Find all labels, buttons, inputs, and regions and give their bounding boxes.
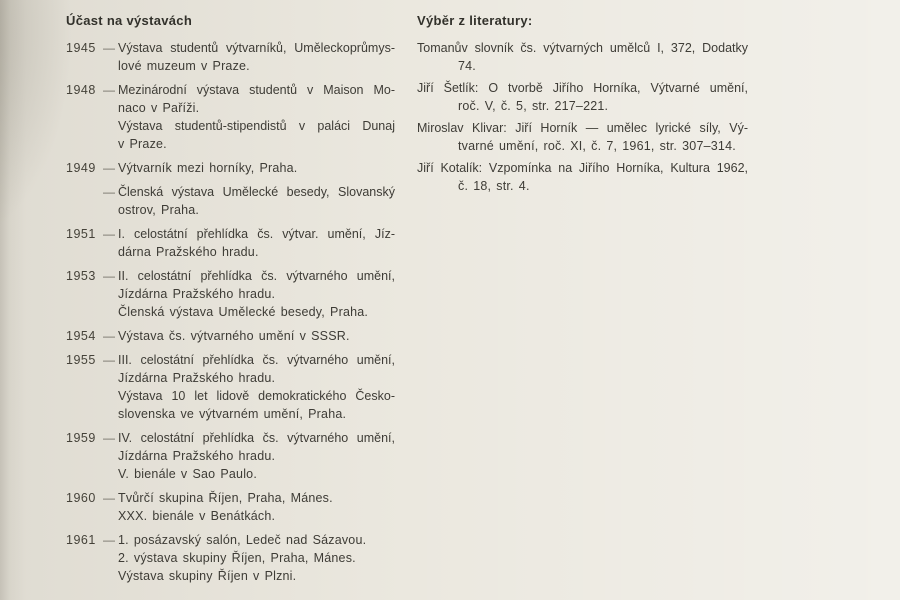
text-line: IV. celostátní přehlídka čs. výtvarného umění, (118, 431, 395, 445)
exhibitions-heading: Účast na výstavách (66, 13, 193, 28)
exhibition-text (118, 429, 395, 483)
year-dash: — (103, 353, 115, 367)
text-line: V. bienále v Sao Paulo. (118, 467, 258, 481)
exhibition-entry (66, 39, 395, 75)
text-line: Jízdárna Pražského hradu. (118, 287, 276, 301)
text-line: Výstava skupiny Říjen v Plzni. (118, 569, 297, 583)
exhibition-year (66, 183, 100, 219)
exhibitions-section (66, 11, 395, 591)
text-line: roč. V, č. 5, str. 217–221. (458, 99, 609, 113)
text-line: slovenska ve výtvarném umění, Praha. (118, 407, 347, 421)
text-line: 1. posázavský salón, Ledeč nad Sázavou. (118, 533, 367, 547)
year-dash: — (103, 185, 115, 199)
year-dash: — (103, 41, 115, 55)
text-line: Výstava studentů-stipendistů v paláci Dunaj (118, 119, 395, 133)
exhibition-entry (66, 159, 395, 177)
exhibition-entry (66, 327, 395, 345)
text-line: 2. výstava skupiny Říjen, Praha, Mánes. (118, 551, 356, 565)
exhibition-year: 1955 (66, 353, 96, 367)
text-line: XXX. bienále v Benátkách. (118, 509, 276, 523)
text-line: dárna Pražského hradu. (118, 245, 259, 259)
text-line: Výstava 10 let lidově demokratického Česko- (118, 389, 395, 403)
exhibition-entry (66, 351, 395, 423)
exhibition-text (118, 39, 395, 75)
text-line: v Praze. (118, 137, 167, 151)
text-line: III. celostátní přehlídka čs. výtvarného umění, (118, 353, 395, 367)
exhibitions-list (66, 39, 395, 585)
text-line: Členská výstava Umělecké besedy, Praha. (118, 305, 369, 319)
exhibition-year: 1959 (66, 431, 96, 445)
exhibition-entry (66, 429, 395, 483)
exhibition-text (118, 531, 395, 585)
text-line: Výstava studentů výtvarníků, Uměleckoprůmys- (118, 41, 395, 55)
exhibition-entry (66, 489, 395, 525)
exhibition-text (118, 225, 395, 261)
exhibition-year: 1949 (66, 161, 96, 175)
year-dash: — (103, 533, 115, 547)
text-line: 74. (458, 59, 476, 73)
exhibition-entry (66, 183, 395, 219)
text-line: II. celostátní přehlídka čs. výtvarného umění, (118, 269, 395, 283)
year-dash: — (103, 431, 115, 445)
literature-heading: Výběr z literatury: (417, 13, 533, 28)
exhibition-text (118, 351, 395, 423)
year-dash: — (103, 83, 115, 97)
exhibition-entry (66, 225, 395, 261)
exhibition-year: 1951 (66, 227, 96, 241)
text-line: Jízdárna Pražského hradu. (118, 449, 276, 463)
year-dash: — (103, 161, 115, 175)
exhibition-text (118, 489, 395, 525)
text-line: I. celostátní přehlídka čs. výtvar. umění, Jíz- (118, 227, 395, 241)
year-dash: — (103, 491, 115, 505)
exhibition-year: 1953 (66, 269, 96, 283)
exhibition-text (118, 159, 395, 177)
exhibition-entry (66, 81, 395, 153)
text-line: Výtvarník mezi horníky, Praha. (118, 161, 298, 175)
text-line: tvarné umění, roč. XI, č. 7, 1961, str. 307–314. (458, 139, 736, 153)
year-dash: — (103, 269, 115, 283)
bibliography-entry (417, 119, 748, 155)
text-line: Miroslav Klivar: Jiří Horník — umělec lyrické síly, Vý- (417, 121, 748, 135)
text-line: ostrov, Praha. (118, 203, 200, 217)
text-line: Mezinárodní výstava studentů v Maison Mo- (118, 83, 395, 97)
bibliography-entry (417, 79, 748, 115)
text-line: lové muzeum v Praze. (118, 59, 250, 73)
year-dash: — (103, 329, 115, 343)
exhibition-year: 1954 (66, 329, 96, 343)
literature-list (417, 39, 748, 195)
exhibition-year: 1960 (66, 491, 96, 505)
text-line: Členská výstava Umělecké besedy, Slovanský (118, 185, 395, 199)
bibliography-entry (417, 159, 748, 195)
literature-section (417, 11, 748, 199)
year-dash: — (103, 227, 115, 241)
text-line: naco v Paříži. (118, 101, 200, 115)
exhibition-year: 1948 (66, 83, 96, 97)
exhibition-text (118, 81, 395, 153)
text-line: č. 18, str. 4. (458, 179, 530, 193)
exhibition-entry (66, 531, 395, 585)
text-line: Výstava čs. výtvarného umění v SSSR. (118, 329, 350, 343)
exhibition-year: 1961 (66, 533, 96, 547)
bibliography-entry (417, 39, 748, 75)
text-line: Jiří Šetlík: O tvorbě Jiřího Horníka, Výtvarné umění, (417, 81, 748, 95)
text-line: Jízdárna Pražského hradu. (118, 371, 276, 385)
exhibition-year: 1945 (66, 41, 96, 55)
exhibition-text (118, 183, 395, 219)
exhibition-entry (66, 267, 395, 321)
exhibition-text (118, 267, 395, 321)
exhibition-text (118, 327, 395, 345)
text-line: Tvůrčí skupina Říjen, Praha, Mánes. (118, 491, 333, 505)
text-line: Tomanův slovník čs. výtvarných umělců I, 372, Dodatky (417, 41, 748, 55)
text-line: Jiří Kotalík: Vzpomínka na Jiřího Horníka, Kultura 1962, (417, 161, 748, 175)
